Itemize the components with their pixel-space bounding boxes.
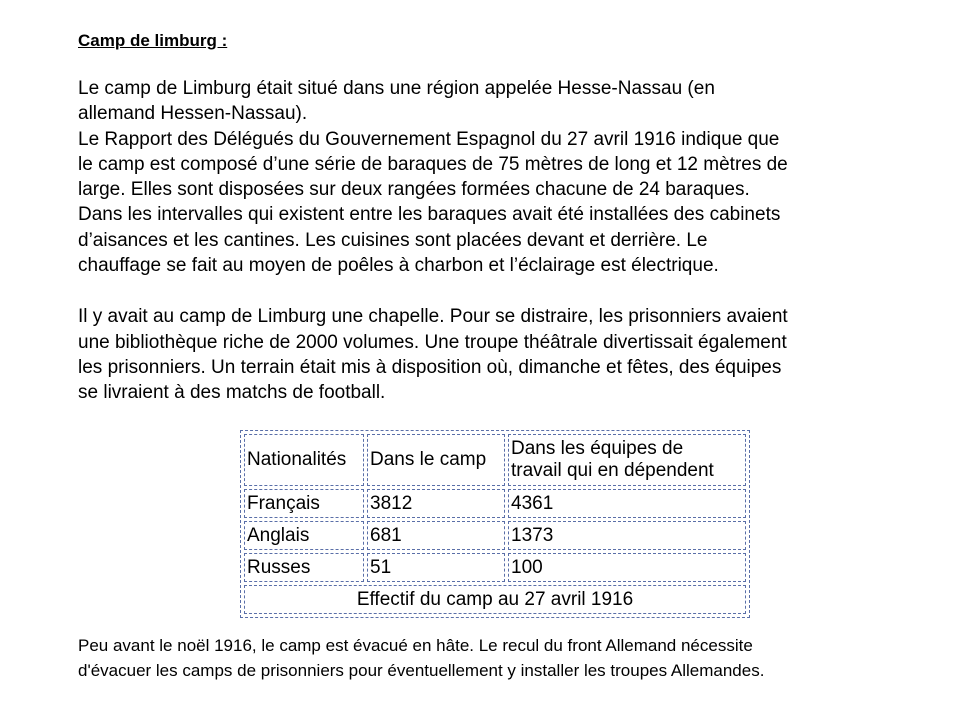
cell-work-teams: 100 — [508, 553, 746, 582]
document-page — [78, 28, 908, 680]
text-line: Le Rapport des Délégués du Gouvernement Espagnol du 27 avril 1916 indique que — [78, 128, 780, 150]
cell-nationality: Français — [244, 489, 364, 518]
paragraph-camp-life — [78, 304, 908, 405]
text-line: le camp est composé d’une série de baraques de 75 mètres de long et 12 mètres de — [78, 153, 788, 175]
text-line: d'évacuer les camps de prisonniers pour éventuellement y installer les troupes Allemandes. — [78, 661, 765, 680]
text-line: Peu avant le noël 1916, le camp est évacué en hâte. Le recul du front Allemand nécessite — [78, 636, 753, 655]
table-row — [244, 521, 746, 550]
header-equipes-line1: Dans les équipes de — [511, 438, 684, 459]
text-line: large. Elles sont disposées sur deux rangées formées chacune de 24 baraques. — [78, 179, 750, 201]
table-caption-row — [244, 585, 746, 614]
cell-work-teams: 4361 — [508, 489, 746, 518]
cell-nationality: Anglais — [244, 521, 364, 550]
cell-in-camp: 681 — [367, 521, 505, 550]
text-line: chauffage se fait au moyen de poêles à charbon et l’éclairage est électrique. — [78, 255, 719, 277]
document-title: Camp de limburg : — [78, 31, 228, 50]
table-row — [244, 489, 746, 518]
paragraph-evacuation — [78, 633, 764, 683]
prisoner-stats-table — [240, 430, 750, 618]
table-header-row — [244, 434, 746, 486]
table-row — [244, 553, 746, 582]
cell-in-camp: 51 — [367, 553, 505, 582]
header-nationalites: Nationalités — [244, 434, 364, 486]
text-line: les prisonniers. Un terrain était mis à disposition où, dimanche et fêtes, des équipes — [78, 356, 782, 378]
text-line: allemand Hessen-Nassau). — [78, 103, 308, 125]
cell-work-teams: 1373 — [508, 521, 746, 550]
paragraph-camp-description — [78, 76, 908, 278]
text-line: Dans les intervalles qui existent entre les baraques avait été installées des cabinets — [78, 204, 781, 226]
text-line: Le camp de Limburg était situé dans une région appelée Hesse-Nassau (en — [78, 78, 715, 99]
header-equipes-travail — [508, 434, 746, 486]
header-dans-le-camp: Dans le camp — [367, 434, 505, 486]
text-line: se livraient à des matchs de football. — [78, 382, 386, 404]
table-caption: Effectif du camp au 27 avril 1916 — [244, 585, 746, 614]
header-equipes-line2: travail qui en dépendent — [511, 460, 714, 481]
text-line: une bibliothèque riche de 2000 volumes. Une troupe théâtrale divertissait également — [78, 331, 787, 353]
text-line: Il y avait au camp de Limburg une chapelle. Pour se distraire, les prisonniers avaient — [78, 306, 788, 328]
cell-in-camp: 3812 — [367, 489, 505, 518]
text-line: d’aisances et les cantines. Les cuisines sont placées devant et derrière. Le — [78, 229, 708, 251]
cell-nationality: Russes — [244, 553, 364, 582]
